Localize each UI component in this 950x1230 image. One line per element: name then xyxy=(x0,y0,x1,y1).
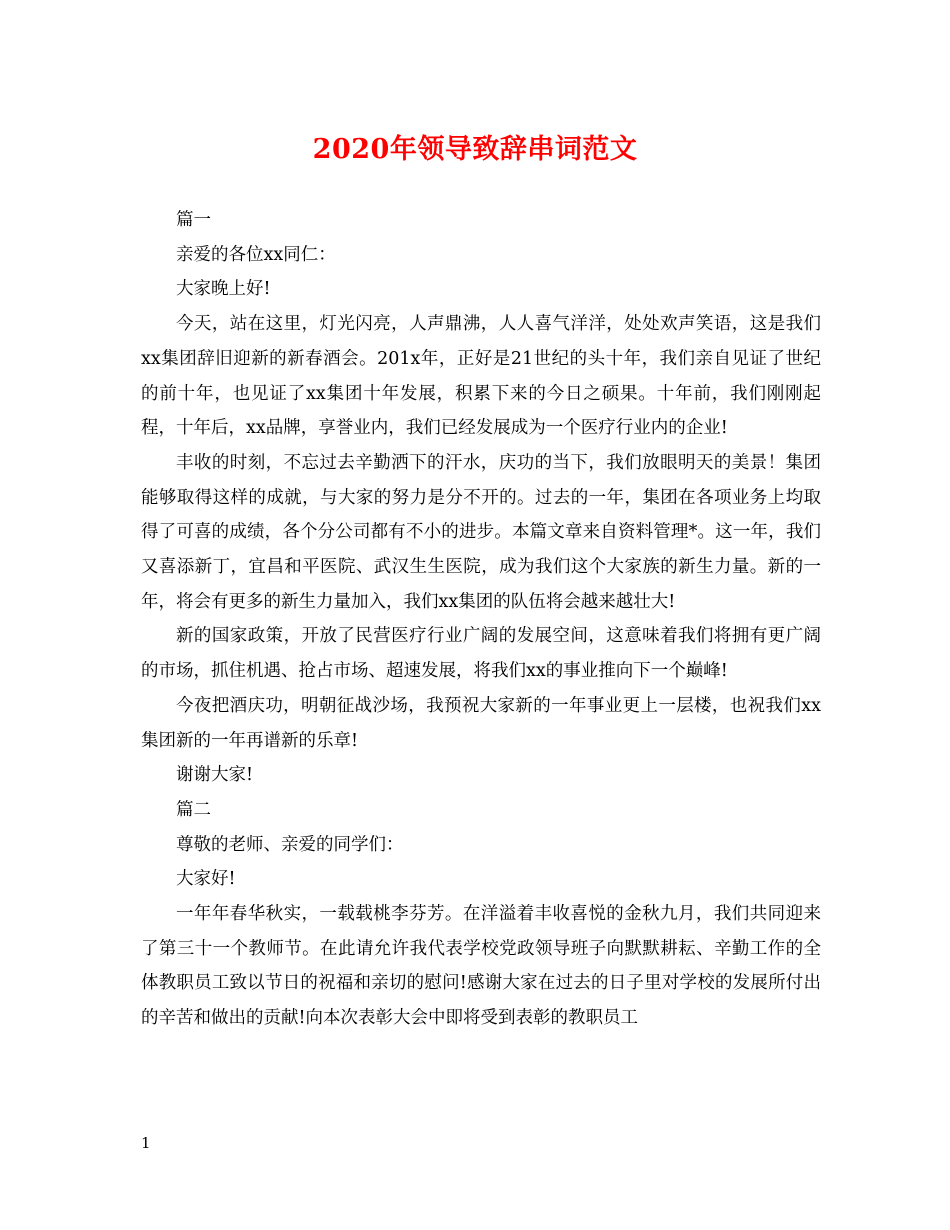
greeting: 大家晚上好! xyxy=(176,279,271,300)
body-paragraph: 今夜把酒庆功，明朝征战沙场，我预祝大家新的一年事业更上一层楼，也祝我们xx集团新的一年再谱新的乐章! xyxy=(141,695,821,751)
body-paragraph: 今天，站在这里，灯光闪亮，人声鼎沸，人人喜气洋洋，处处欢声笑语，这是我们xx集团辞旧迎新的新春酒会。201x年，正好是21世纪的头十年，我们亲自见证了世纪的前十年，也见证了xx集团十年发展，积累下来的今日之硕果。十年前，我们刚刚起程，十年后，xx品牌，享誉业内，我们已经发展成为一个医疗行业内的企业! xyxy=(141,314,821,439)
greeting: 大家好! xyxy=(176,869,236,890)
closing: 谢谢大家! xyxy=(176,765,254,786)
section-heading: 篇一 xyxy=(176,210,211,230)
body-paragraph: 新的国家政策，开放了民营医疗行业广阔的发展空间，这意味着我们将拥有更广阔的市场，抓住机遇、抢占市场、超速发展，将我们xx的事业推向下一个巅峰! xyxy=(141,626,821,682)
section-heading: 篇二 xyxy=(176,799,211,820)
document-body xyxy=(141,203,821,1036)
salutation: 尊敬的老师、亲爱的同学们： xyxy=(176,834,404,855)
body-paragraph: 一年年春华秋实，一载载桃李芬芳。在洋溢着丰收喜悦的金秋九月，我们共同迎来了第三十一个教师节。在此请允许我代表学校党政领导班子向默默耕耘、辛勤工作的全体教职员工致以节日的祝福和亲切的慰问!感谢大家在过去的日子里对学校的发展所付出的辛苦和做出的贡献!向本次表彰大会中即将受到表彰的教职员工 xyxy=(141,904,821,1029)
salutation: 亲爱的各位xx同仁： xyxy=(176,244,336,265)
page-number: 1 xyxy=(141,1134,151,1152)
body-paragraph: 丰收的时刻，不忘过去辛勤洒下的汗水，庆功的当下，我们放眼明天的美景！集团能够取得这样的成就，与大家的努力是分不开的。过去的一年，集团在各项业务上均取得了可喜的成绩，各个分公司都有不小的进步。本篇文章来自资料管理*。这一年，我们又喜添新丁，宜昌和平医院、武汉生生医院，成为我们这个大家族的新生力量。新的一年，将会有更多的新生力量加入，我们xx集团的队伍将会越来越壮大! xyxy=(141,452,821,612)
document-title: 2020年领导致辞串词范文 xyxy=(312,134,638,165)
